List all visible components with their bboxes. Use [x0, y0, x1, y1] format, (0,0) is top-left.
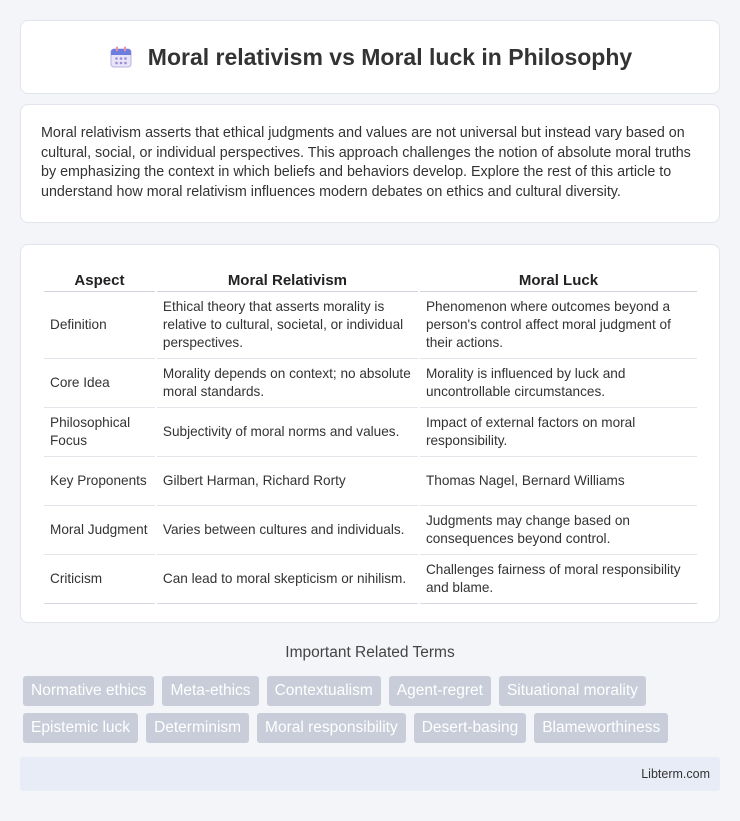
table-cell: Impact of external factors on moral responsibility. — [420, 408, 697, 457]
page-title: Moral relativism vs Moral luck in Philosophy — [147, 43, 633, 70]
table-cell: Ethical theory that asserts morality is relative to cultural, societal, or individual perspectives. — [157, 292, 418, 359]
related-terms — [23, 676, 723, 750]
table-cell: Can lead to moral skepticism or nihilism. — [157, 555, 418, 604]
table-cell: Philosophical Focus — [44, 408, 155, 457]
table-row — [44, 555, 697, 604]
table-row — [44, 359, 697, 408]
related-term-tag[interactable]: Desert-basing — [414, 713, 527, 743]
table-row — [44, 292, 697, 359]
related-term-tag[interactable]: Agent-regret — [389, 676, 491, 706]
table-cell: Criticism — [44, 555, 155, 604]
table-cell: Core Idea — [44, 359, 155, 408]
related-terms-row — [23, 713, 723, 743]
intro-card — [20, 104, 720, 223]
table-cell: Thomas Nagel, Bernard Williams — [420, 457, 697, 506]
table-cell: Morality depends on context; no absolute moral standards. — [157, 359, 418, 408]
table-cell: Moral Judgment — [44, 506, 155, 555]
column-header-aspect: Aspect — [44, 266, 155, 292]
related-term-tag[interactable]: Contextualism — [267, 676, 381, 706]
table-row — [44, 457, 697, 506]
column-header-moral-relativism: Moral Relativism — [157, 266, 418, 292]
related-term-tag[interactable]: Meta-ethics — [162, 676, 258, 706]
related-term-tag[interactable]: Determinism — [146, 713, 249, 743]
related-term-tag[interactable]: Blameworthiness — [534, 713, 668, 743]
header-card — [20, 20, 720, 94]
calendar-icon — [108, 44, 134, 70]
related-terms-row — [23, 676, 723, 706]
related-terms-title: Important Related Terms — [285, 644, 455, 661]
table-cell: Subjectivity of moral norms and values. — [157, 408, 418, 457]
intro-text: Moral relativism asserts that ethical judgments and values are not universal but instead vary based on cultural, social, or individual perspectives. This approach challenges the notion of absolute moral truths by emphasizing the context in which beliefs and behaviors develop. Explore the rest of this article to understand how moral relativism influences modern debates on ethics and cultural diversity. — [41, 125, 691, 200]
table-cell: Morality is influenced by luck and uncontrollable circumstances. — [420, 359, 697, 408]
table-cell: Varies between cultures and individuals. — [157, 506, 418, 555]
footer — [20, 757, 720, 791]
table-cell: Challenges fairness of moral responsibility and blame. — [420, 555, 697, 604]
related-term-tag[interactable]: Normative ethics — [23, 676, 154, 706]
table-row — [44, 506, 697, 555]
related-term-tag[interactable]: Epistemic luck — [23, 713, 138, 743]
footer-site-link[interactable]: Libterm.com — [641, 767, 710, 781]
comparison-table-card — [20, 244, 720, 623]
column-header-moral-luck: Moral Luck — [420, 266, 697, 292]
table-cell: Key Proponents — [44, 457, 155, 506]
related-term-tag[interactable]: Situational morality — [499, 676, 646, 706]
table-row — [44, 408, 697, 457]
table-cell: Gilbert Harman, Richard Rorty — [157, 457, 418, 506]
table-cell: Judgments may change based on consequences beyond control. — [420, 506, 697, 555]
table-cell: Phenomenon where outcomes beyond a person's control affect moral judgment of their actions. — [420, 292, 697, 359]
comparison-table — [42, 266, 699, 604]
table-header-row — [44, 266, 697, 292]
related-term-tag[interactable]: Moral responsibility — [257, 713, 406, 743]
table-cell: Definition — [44, 292, 155, 359]
